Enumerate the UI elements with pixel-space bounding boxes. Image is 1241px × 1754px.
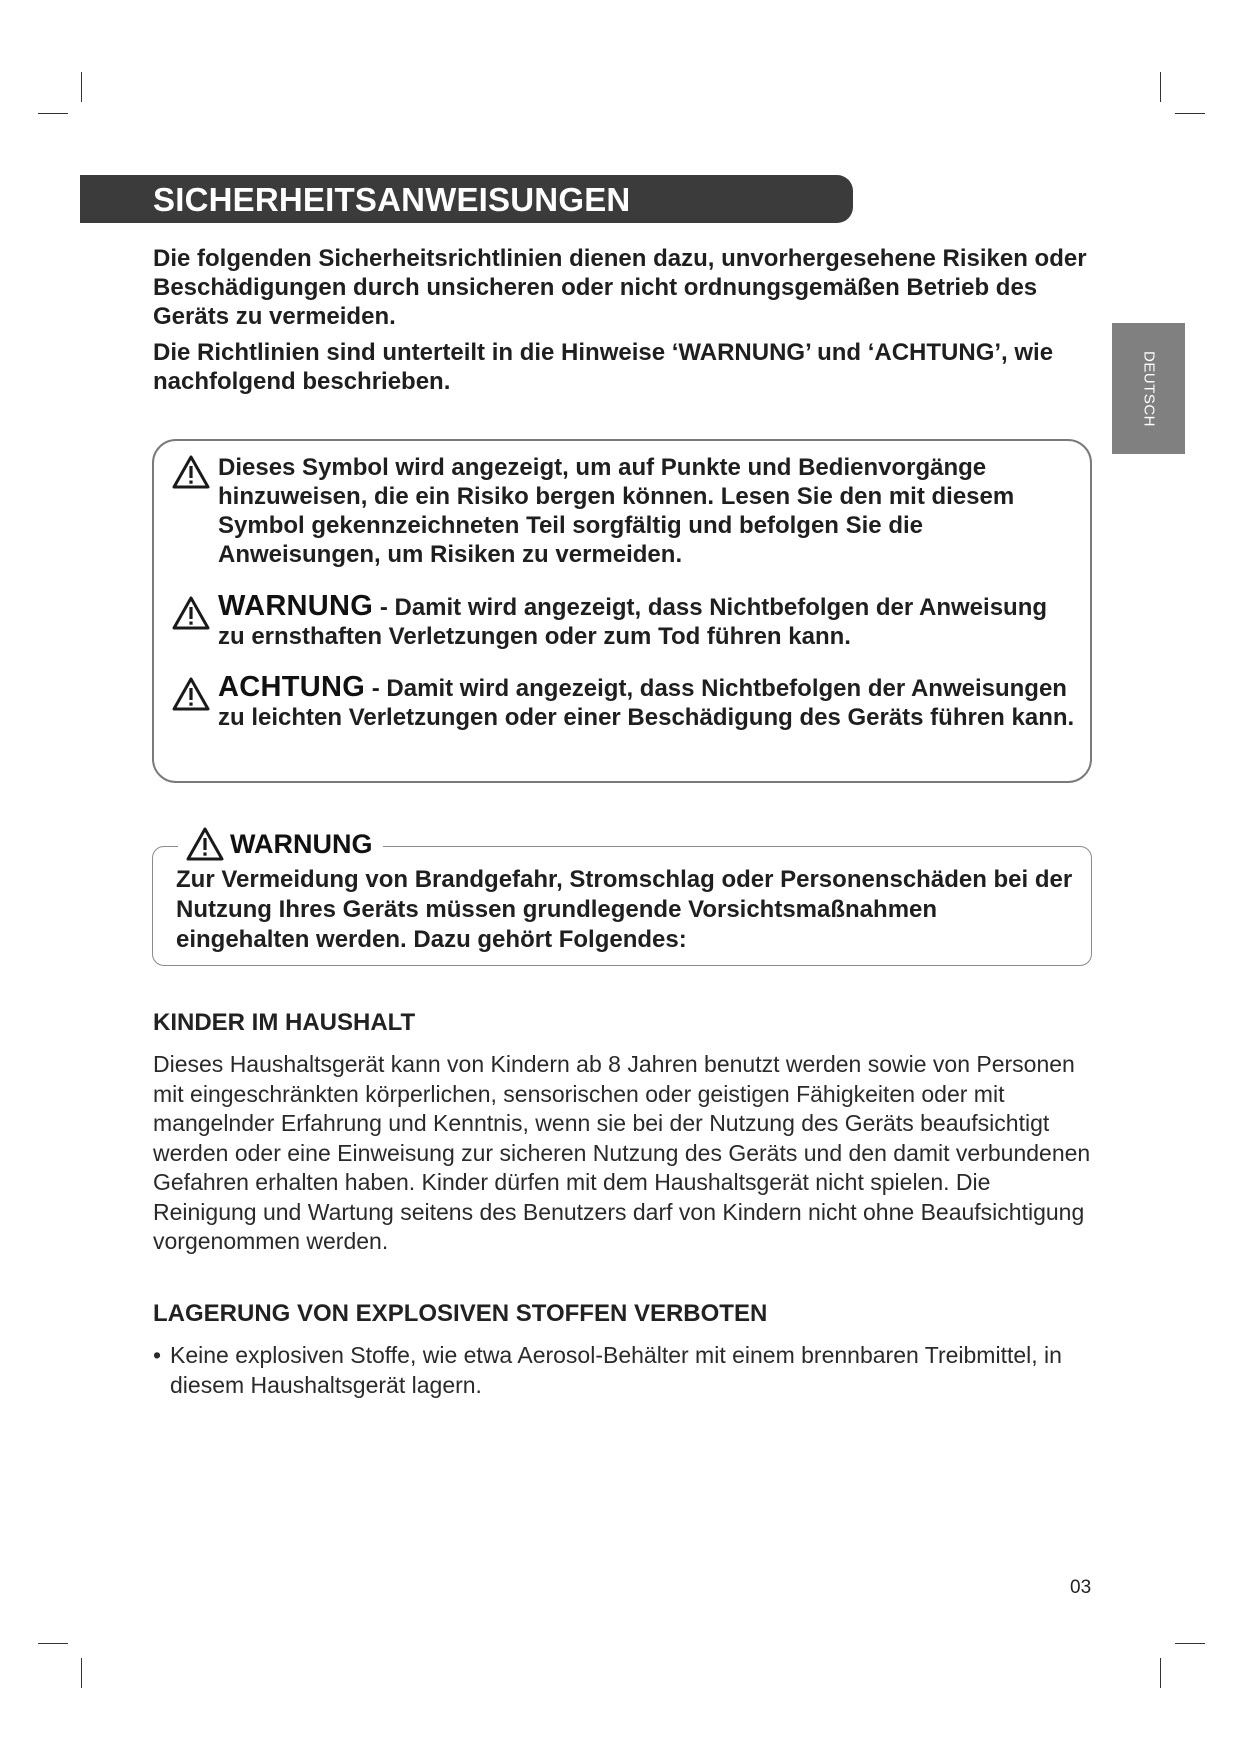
section-text-children: Dieses Haushaltsgerät kann von Kindern ab 8 Jahren benutzt werden sowie von Personen mit eingeschränkten körperlichen, sensorischen oder geistigen Fähigkeiten oder mit mangelnder Erfahrung und Kenntnis, wenn sie bei der Nutzung des Geräts beaufsichtigt werden oder eine Einweisung zur sicheren Nutzung des Geräts und den damit verbundenen Gefahren erhalten haben. Kinder dürfen mit dem Haushaltsgerät nicht spielen. Die Reinigung und Wartung seitens des Benutzers darf von Kindern nicht ohne Beaufsichtigung vorgenommen werden. — [153, 1051, 1091, 1254]
achtung-text: - Damit wird angezeigt, dass Nichtbefolgen der Anweisungen zu leichten Verletzungen oder einer Beschädigung des Geräts führen kann. — [218, 675, 1075, 731]
crop-mark — [81, 72, 82, 102]
crop-mark — [1175, 1643, 1205, 1644]
intro-paragraph-2: Die Richtlinien sind unterteilt in die Hinweise ‘WARNUNG’ und ‘ACHTUNG’, wie nachfolgend beschrieben. — [153, 339, 1054, 395]
achtung-description — [218, 673, 1078, 732]
warnung-description — [218, 592, 1078, 651]
language-tab — [1112, 323, 1185, 454]
section-heading-explosives: LAGERUNG VON EXPLOSIVEN STOFFEN VERBOTEN — [153, 1300, 768, 1327]
symbol-description: Dieses Symbol wird angezeigt, um auf Punkte und Bedienvorgänge hinzuweisen, die ein Risiko bergen können. Lesen Sie den mit diesem Symbol gekennzeichneten Teil sorgfältig und befolgen Sie die Anweisungen, um Risiken zu vermeiden. — [218, 454, 1015, 568]
crop-mark — [1175, 113, 1205, 114]
warning-box-legend — [178, 824, 383, 864]
crop-mark — [38, 113, 68, 114]
intro-paragraph-1: Die folgenden Sicherheitsrichtlinien dienen dazu, unvorhergesehene Risiken oder Beschädigungen durch unsicheren oder nicht ordnungsgemäßen Betrieb des Geräts zu vermeiden. — [153, 245, 1087, 330]
warning-box-text: Zur Vermeidung von Brandgefahr, Stromschlag oder Personenschäden bei der Nutzung Ihres Geräts müssen grundlegende Vorsichtsmaßnahmen eingehalten werden. Dazu gehört Folgendes: — [176, 866, 1073, 953]
crop-mark — [38, 1643, 68, 1644]
language-label: DEUTSCH — [1140, 350, 1157, 427]
list-item — [153, 1341, 1093, 1400]
crop-mark — [1160, 72, 1161, 102]
warnung-text: - Damit wird angezeigt, dass Nichtbefolgen der Anweisung zu ernsthaften Verletzungen oder zum Tod führen kann. — [218, 594, 1048, 650]
warning-triangle-icon — [172, 455, 210, 489]
list-item-text: Keine explosiven Stoffe, wie etwa Aerosol-Behälter mit einem brennbaren Treibmittel, in diesem Haushaltsgerät lagern. — [170, 1342, 1062, 1398]
warning-triangle-icon — [172, 596, 210, 630]
warning-triangle-icon — [172, 677, 210, 711]
page-number: 03 — [1070, 1577, 1092, 1598]
bullet-marker: • — [153, 1342, 162, 1368]
page-title: SICHERHEITSANWEISUNGEN — [153, 181, 631, 218]
warning-triangle-icon — [186, 827, 224, 861]
achtung-label: ACHTUNG — [218, 671, 366, 703]
warning-box-label: WARNUNG — [230, 828, 373, 859]
warnung-label: WARNUNG — [218, 590, 374, 622]
crop-mark — [81, 1658, 82, 1688]
section-heading-children: KINDER IM HAUSHALT — [153, 1009, 416, 1036]
crop-mark — [1160, 1658, 1161, 1688]
